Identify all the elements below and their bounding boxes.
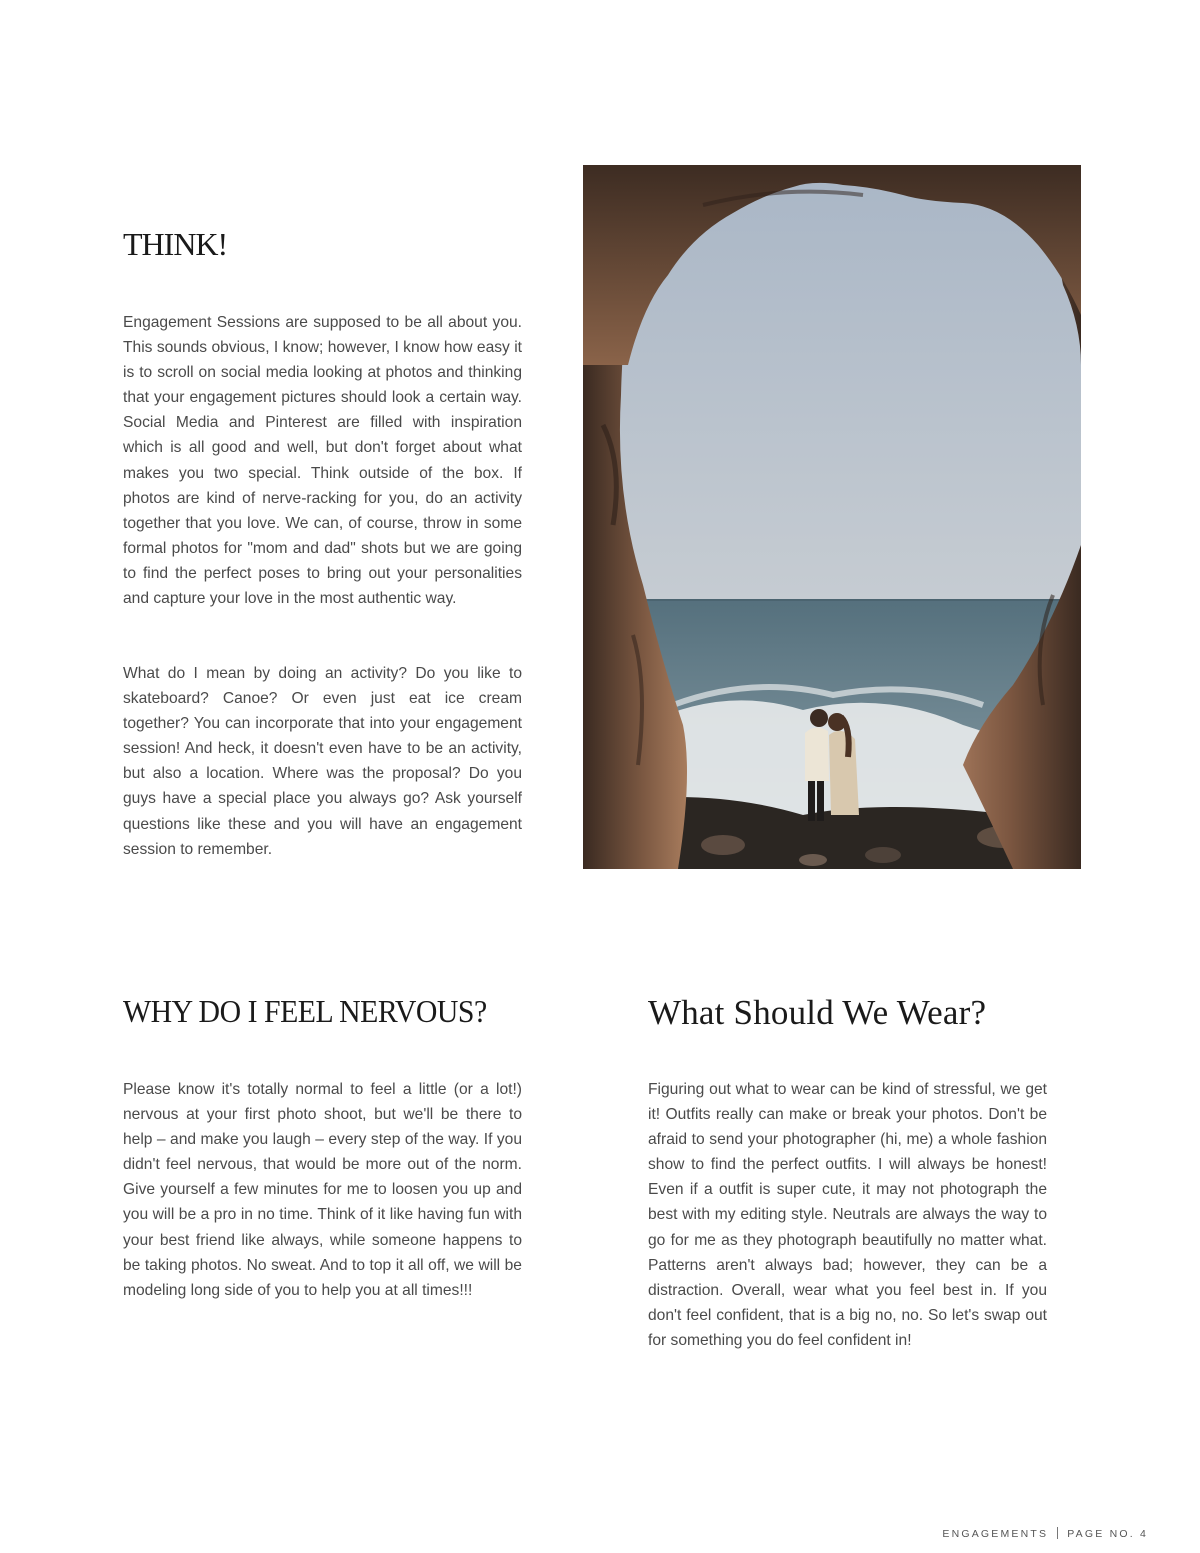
sea-cave-couple-photo [583,165,1081,869]
nervous-paragraph: Please know it's totally normal to feel a little (or a lot!) nervous at your first photo shoot, but we'll be there to help – and make you laugh – every step of the way. If you didn't feel nervous, that would be more out of the norm. Give yourself a few minutes for me to loosen you up and you will be a pro in no time. Think of it like having fun with your best friend like always, while someone happens to be taking photos. No sweat. And to top it all off, we will be modeling long side of you to help you at all times!!! [123,1081,522,1299]
footer-divider [1057,1527,1058,1539]
wear-heading: What Should We Wear? [648,993,987,1032]
footer-page-number: PAGE NO. 4 [1067,1528,1148,1540]
think-paragraph-1: Engagement Sessions are supposed to be all about you. This sounds obvious, I know; however, I know how easy it is to scroll on social media looking at photos and thinking that your engagement pictures should look a certain way. Social Media and Pinterest are filled with inspiration which is all good and well, but don't forget about what makes you two special. Think outside of the box. If photos are kind of nerve-racking for you, do an activity together that you love. We can, of course, throw in some formal photos for "mom and dad" shots but we are going to find the perfect poses to bring out your personalities and capture your love in the most authentic way. [123,314,522,608]
page-footer [942,1527,1148,1540]
think-paragraph-2: What do I mean by doing an activity? Do you like to skateboard? Canoe? Or even just eat ice cream together? You can incorporate that into your engagement session! And heck, it doesn't even have to be an activity, but also a location. Where was the proposal? Do you guys have a special place you always go? Ask yourself questions like these and you will have an engagement session to remember. [123,665,522,858]
nervous-heading: WHY DO I FEEL NERVOUS? [123,993,487,1029]
footer-section-label: ENGAGEMENTS [942,1528,1049,1540]
think-heading: THINK! [123,226,228,262]
wear-paragraph: Figuring out what to wear can be kind of stressful, we get it! Outfits really can make or break your photos. Don't be afraid to send your photographer (hi, me) a whole fashion show to find the perfect outfits. I will always be honest! Even if a outfit is super cute, it may not photograph the best with my editing style. Neutrals are always the way to go for me as they photograph beautifully no matter what. Patterns aren't always bad; however, they can be a distraction. Overall, wear what you feel best in. If you don't feel confident, that is a big no, no. So let's swap out for something you do feel confident in! [648,1081,1047,1349]
